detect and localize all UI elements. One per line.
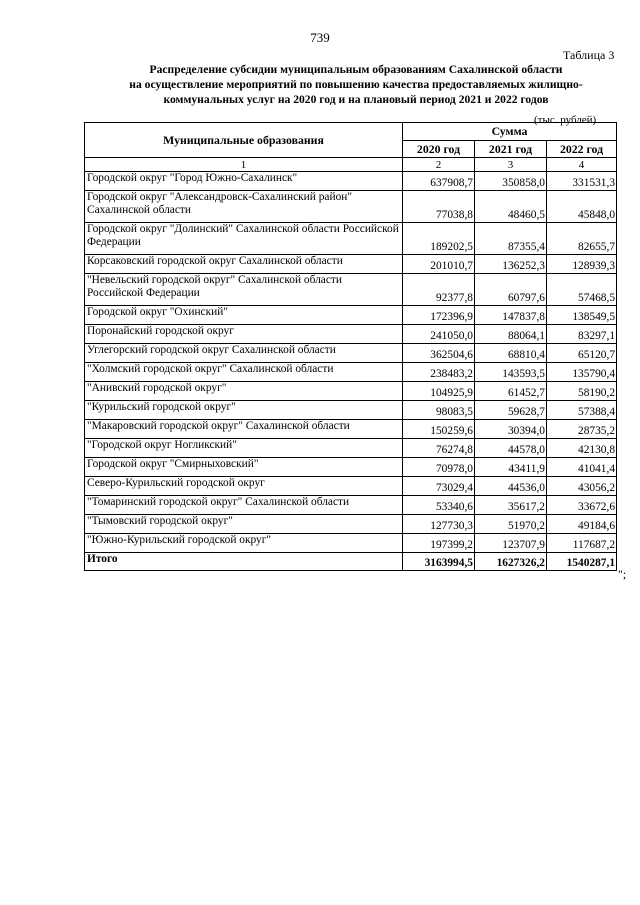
total-label: Итого [85,553,403,571]
value-2022: 41041,4 [547,458,617,477]
value-2021: 51970,2 [475,515,547,534]
municipality-name: Корсаковский городской округ Сахалинской области [85,255,403,274]
table-row [85,439,617,458]
value-2020: 241050,0 [403,325,475,344]
municipality-name: "Холмский городской округ" Сахалинской области [85,363,403,382]
title-line: Распределение субсидии муниципальным образованиям Сахалинской области [149,63,563,76]
value-2022: 83297,1 [547,325,617,344]
value-2021: 59628,7 [475,401,547,420]
column-header-sum: Сумма [403,123,617,141]
table-row [85,515,617,534]
municipality-name: "Анивский городской округ" [85,382,403,401]
column-index: 4 [547,158,617,172]
value-2022: 57388,4 [547,401,617,420]
value-2022: 42130,8 [547,439,617,458]
total-2021: 1627326,2 [475,553,547,571]
value-2022: 138549,5 [547,306,617,325]
value-2020: 70978,0 [403,458,475,477]
municipality-name: Городской округ "Александровск-Сахалинский район" Сахалинской области [85,191,403,223]
municipality-name: "Городской округ Ногликский" [85,439,403,458]
value-2021: 61452,7 [475,382,547,401]
value-2021: 143593,5 [475,363,547,382]
value-2021: 87355,4 [475,223,547,255]
table-row [85,458,617,477]
table-reference: Таблица 3 [563,48,615,62]
table-row [85,496,617,515]
table-row [85,223,617,255]
municipality-name: "Невельский городской округ" Сахалинской области Российской Федерации [85,274,403,306]
value-2022: 117687,2 [547,534,617,553]
municipality-name: "Южно-Курильский городской округ" [85,534,403,553]
table-row [85,172,617,191]
value-2021: 136252,3 [475,255,547,274]
municipality-name: "Макаровский городской округ" Сахалинской области [85,420,403,439]
value-2020: 73029,4 [403,477,475,496]
value-2022: 43056,2 [547,477,617,496]
value-2020: 238483,2 [403,363,475,382]
municipality-name: "Томаринский городской округ" Сахалинской области [85,496,403,515]
municipality-name: Городской округ "Охинский" [85,306,403,325]
value-2021: 30394,0 [475,420,547,439]
total-row [85,553,617,571]
value-2022: 57468,5 [547,274,617,306]
value-2020: 76274,8 [403,439,475,458]
municipality-name: Северо-Курильский городской округ [85,477,403,496]
value-2021: 68810,4 [475,344,547,363]
value-2022: 28735,2 [547,420,617,439]
value-2020: 98083,5 [403,401,475,420]
column-header-2022: 2022 год [547,141,617,158]
value-2020: 201010,7 [403,255,475,274]
value-2021: 44578,0 [475,439,547,458]
document-title [96,62,616,107]
table-row [85,401,617,420]
table-row [85,325,617,344]
value-2020: 637908,7 [403,172,475,191]
closing-quote-mark: "; [618,567,627,581]
column-index: 1 [85,158,403,172]
table-row [85,255,617,274]
value-2021: 44536,0 [475,477,547,496]
table-row [85,274,617,306]
value-2022: 33672,6 [547,496,617,515]
value-2021: 43411,9 [475,458,547,477]
title-line: на осуществление мероприятий по повышению качества предоставляемых жилищно- [129,78,583,91]
column-index: 3 [475,158,547,172]
municipality-name: "Курильский городской округ" [85,401,403,420]
value-2022: 45848,0 [547,191,617,223]
total-2020: 3163994,5 [403,553,475,571]
value-2022: 128939,3 [547,255,617,274]
value-2020: 77038,8 [403,191,475,223]
column-header-2021: 2021 год [475,141,547,158]
value-2020: 197399,2 [403,534,475,553]
value-2021: 88064,1 [475,325,547,344]
table-row [85,363,617,382]
value-2020: 362504,6 [403,344,475,363]
value-2020: 189202,5 [403,223,475,255]
municipality-name: "Тымовский городской округ" [85,515,403,534]
municipality-name: Городской округ "Смирныховский" [85,458,403,477]
table-row [85,534,617,553]
value-2020: 172396,9 [403,306,475,325]
value-2020: 92377,8 [403,274,475,306]
table-row [85,420,617,439]
units-label: (тыс. рублей) [534,114,597,126]
page-number: 739 [310,30,330,45]
municipality-name: Поронайский городской округ [85,325,403,344]
value-2020: 150259,6 [403,420,475,439]
column-index: 2 [403,158,475,172]
value-2022: 82655,7 [547,223,617,255]
value-2021: 123707,9 [475,534,547,553]
value-2022: 49184,6 [547,515,617,534]
value-2020: 104925,9 [403,382,475,401]
municipality-name: Углегорский городской округ Сахалинской области [85,344,403,363]
value-2020: 127730,3 [403,515,475,534]
value-2022: 135790,4 [547,363,617,382]
value-2021: 48460,5 [475,191,547,223]
table-row [85,477,617,496]
value-2022: 65120,7 [547,344,617,363]
value-2022: 58190,2 [547,382,617,401]
table-row [85,344,617,363]
value-2021: 350858,0 [475,172,547,191]
municipality-name: Городской округ "Город Южно-Сахалинск" [85,172,403,191]
value-2020: 53340,6 [403,496,475,515]
municipality-name: Городской округ "Долинский" Сахалинской области Российской Федерации [85,223,403,255]
column-header-2020: 2020 год [403,141,475,158]
value-2021: 147837,8 [475,306,547,325]
total-2022: 1540287,1 [547,553,617,571]
value-2022: 331531,3 [547,172,617,191]
table-row [85,306,617,325]
table-row [85,191,617,223]
title-line: коммунальных услуг на 2020 год и на плановый период 2021 и 2022 годов [163,93,549,106]
value-2021: 60797,6 [475,274,547,306]
column-header-municipality: Муниципальные образования [85,123,403,158]
table-row [85,382,617,401]
subsidy-table [84,122,617,571]
value-2021: 35617,2 [475,496,547,515]
